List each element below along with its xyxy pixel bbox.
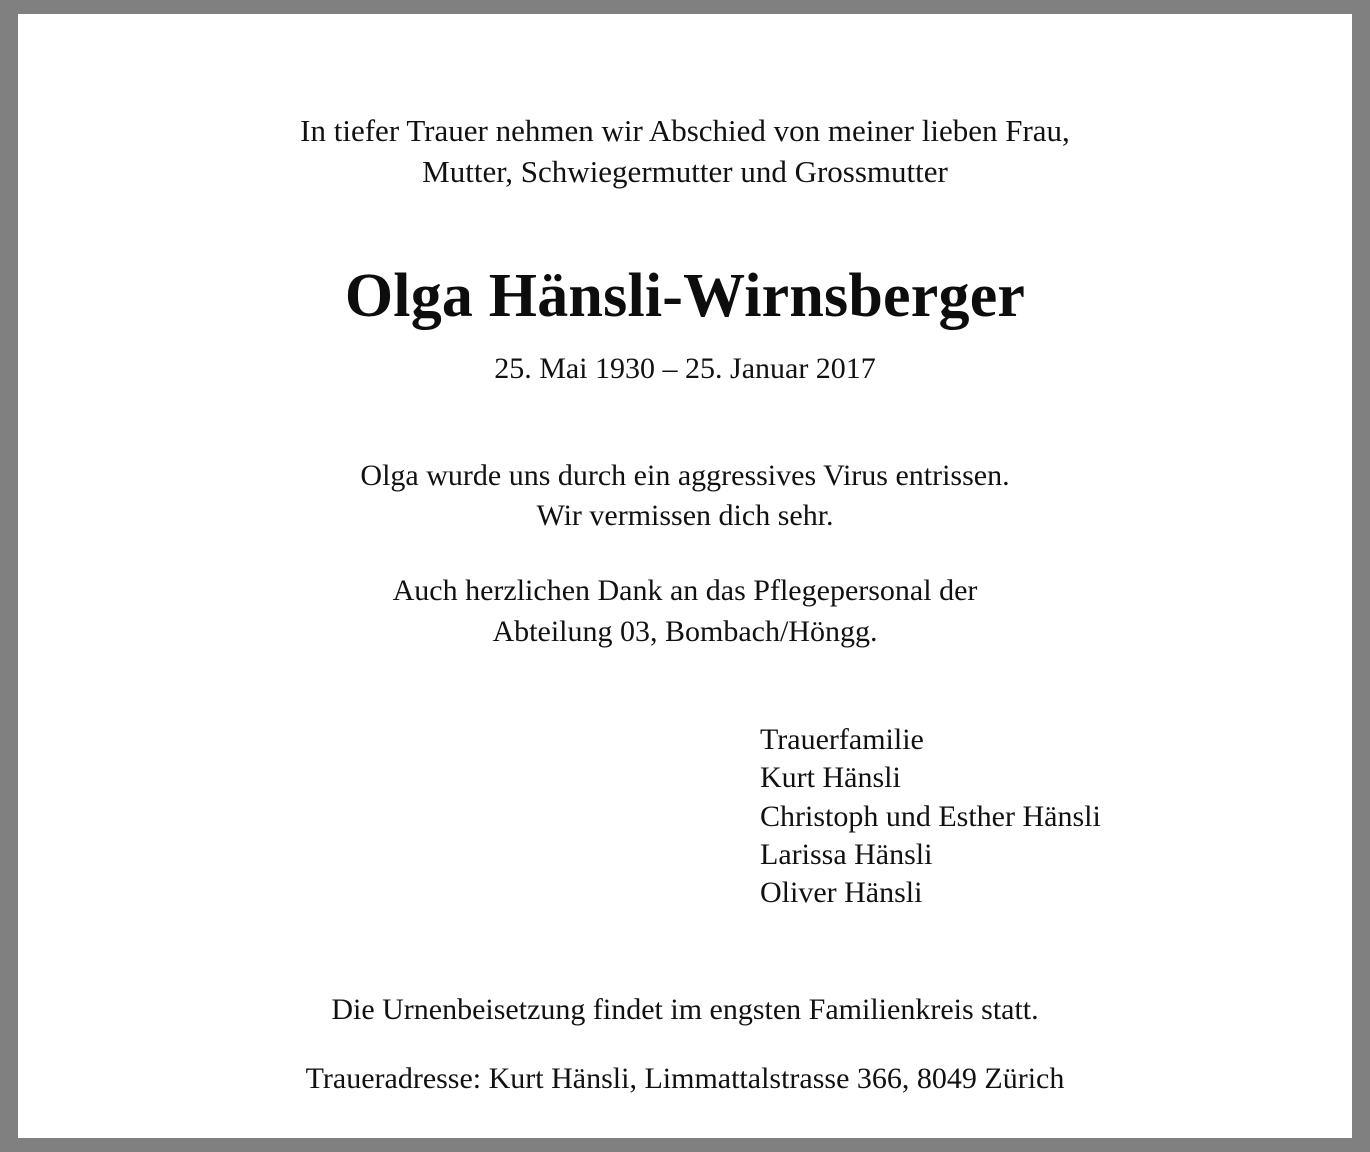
- message-paragraph-2: [360, 571, 1009, 653]
- message-paragraph-1-line-1: Olga wurde uns durch ein aggressives Virus entrissen.: [360, 458, 1010, 492]
- message-paragraph-1: [360, 456, 1009, 538]
- message-paragraph-1-line-2: Wir vermissen dich sehr.: [536, 499, 834, 533]
- deceased-name: Olga Hänsli-Wirnsberger: [344, 262, 1026, 331]
- family-list-item: Trauerfamilie: [760, 722, 924, 756]
- ceremony-note: Die Urnenbeisetzung findet im engsten Familienkreis statt.: [331, 992, 1039, 1026]
- family-list-item: Christoph und Esther Hänsli: [760, 799, 1101, 833]
- intro-text: [160, 110, 1210, 192]
- family-list: [760, 721, 1101, 913]
- message-body: [360, 456, 1009, 653]
- family-block: [160, 721, 1210, 913]
- footer-block: [306, 987, 1065, 1101]
- life-dates: 25. Mai 1930 – 25. Januar 2017: [494, 351, 876, 385]
- intro-line-2: Mutter, Schwiegermutter und Grossmutter: [422, 154, 948, 190]
- family-list-item: Oliver Hänsli: [760, 876, 923, 910]
- condolence-address: Traueradresse: Kurt Hänsli, Limmattalstrasse 366, 8049 Zürich: [305, 1061, 1065, 1095]
- intro-line-1: In tiefer Trauer nehmen wir Abschied von meiner lieben Frau,: [300, 113, 1070, 148]
- family-list-item: Kurt Hänsli: [760, 761, 901, 795]
- obituary-card: [18, 14, 1352, 1138]
- message-paragraph-2-line-1: Auch herzlichen Dank an das Pflegepersonal der: [392, 574, 978, 608]
- family-list-item: Larissa Hänsli: [760, 837, 933, 871]
- message-paragraph-2-line-2: Abteilung 03, Bombach/Höngg.: [492, 614, 878, 648]
